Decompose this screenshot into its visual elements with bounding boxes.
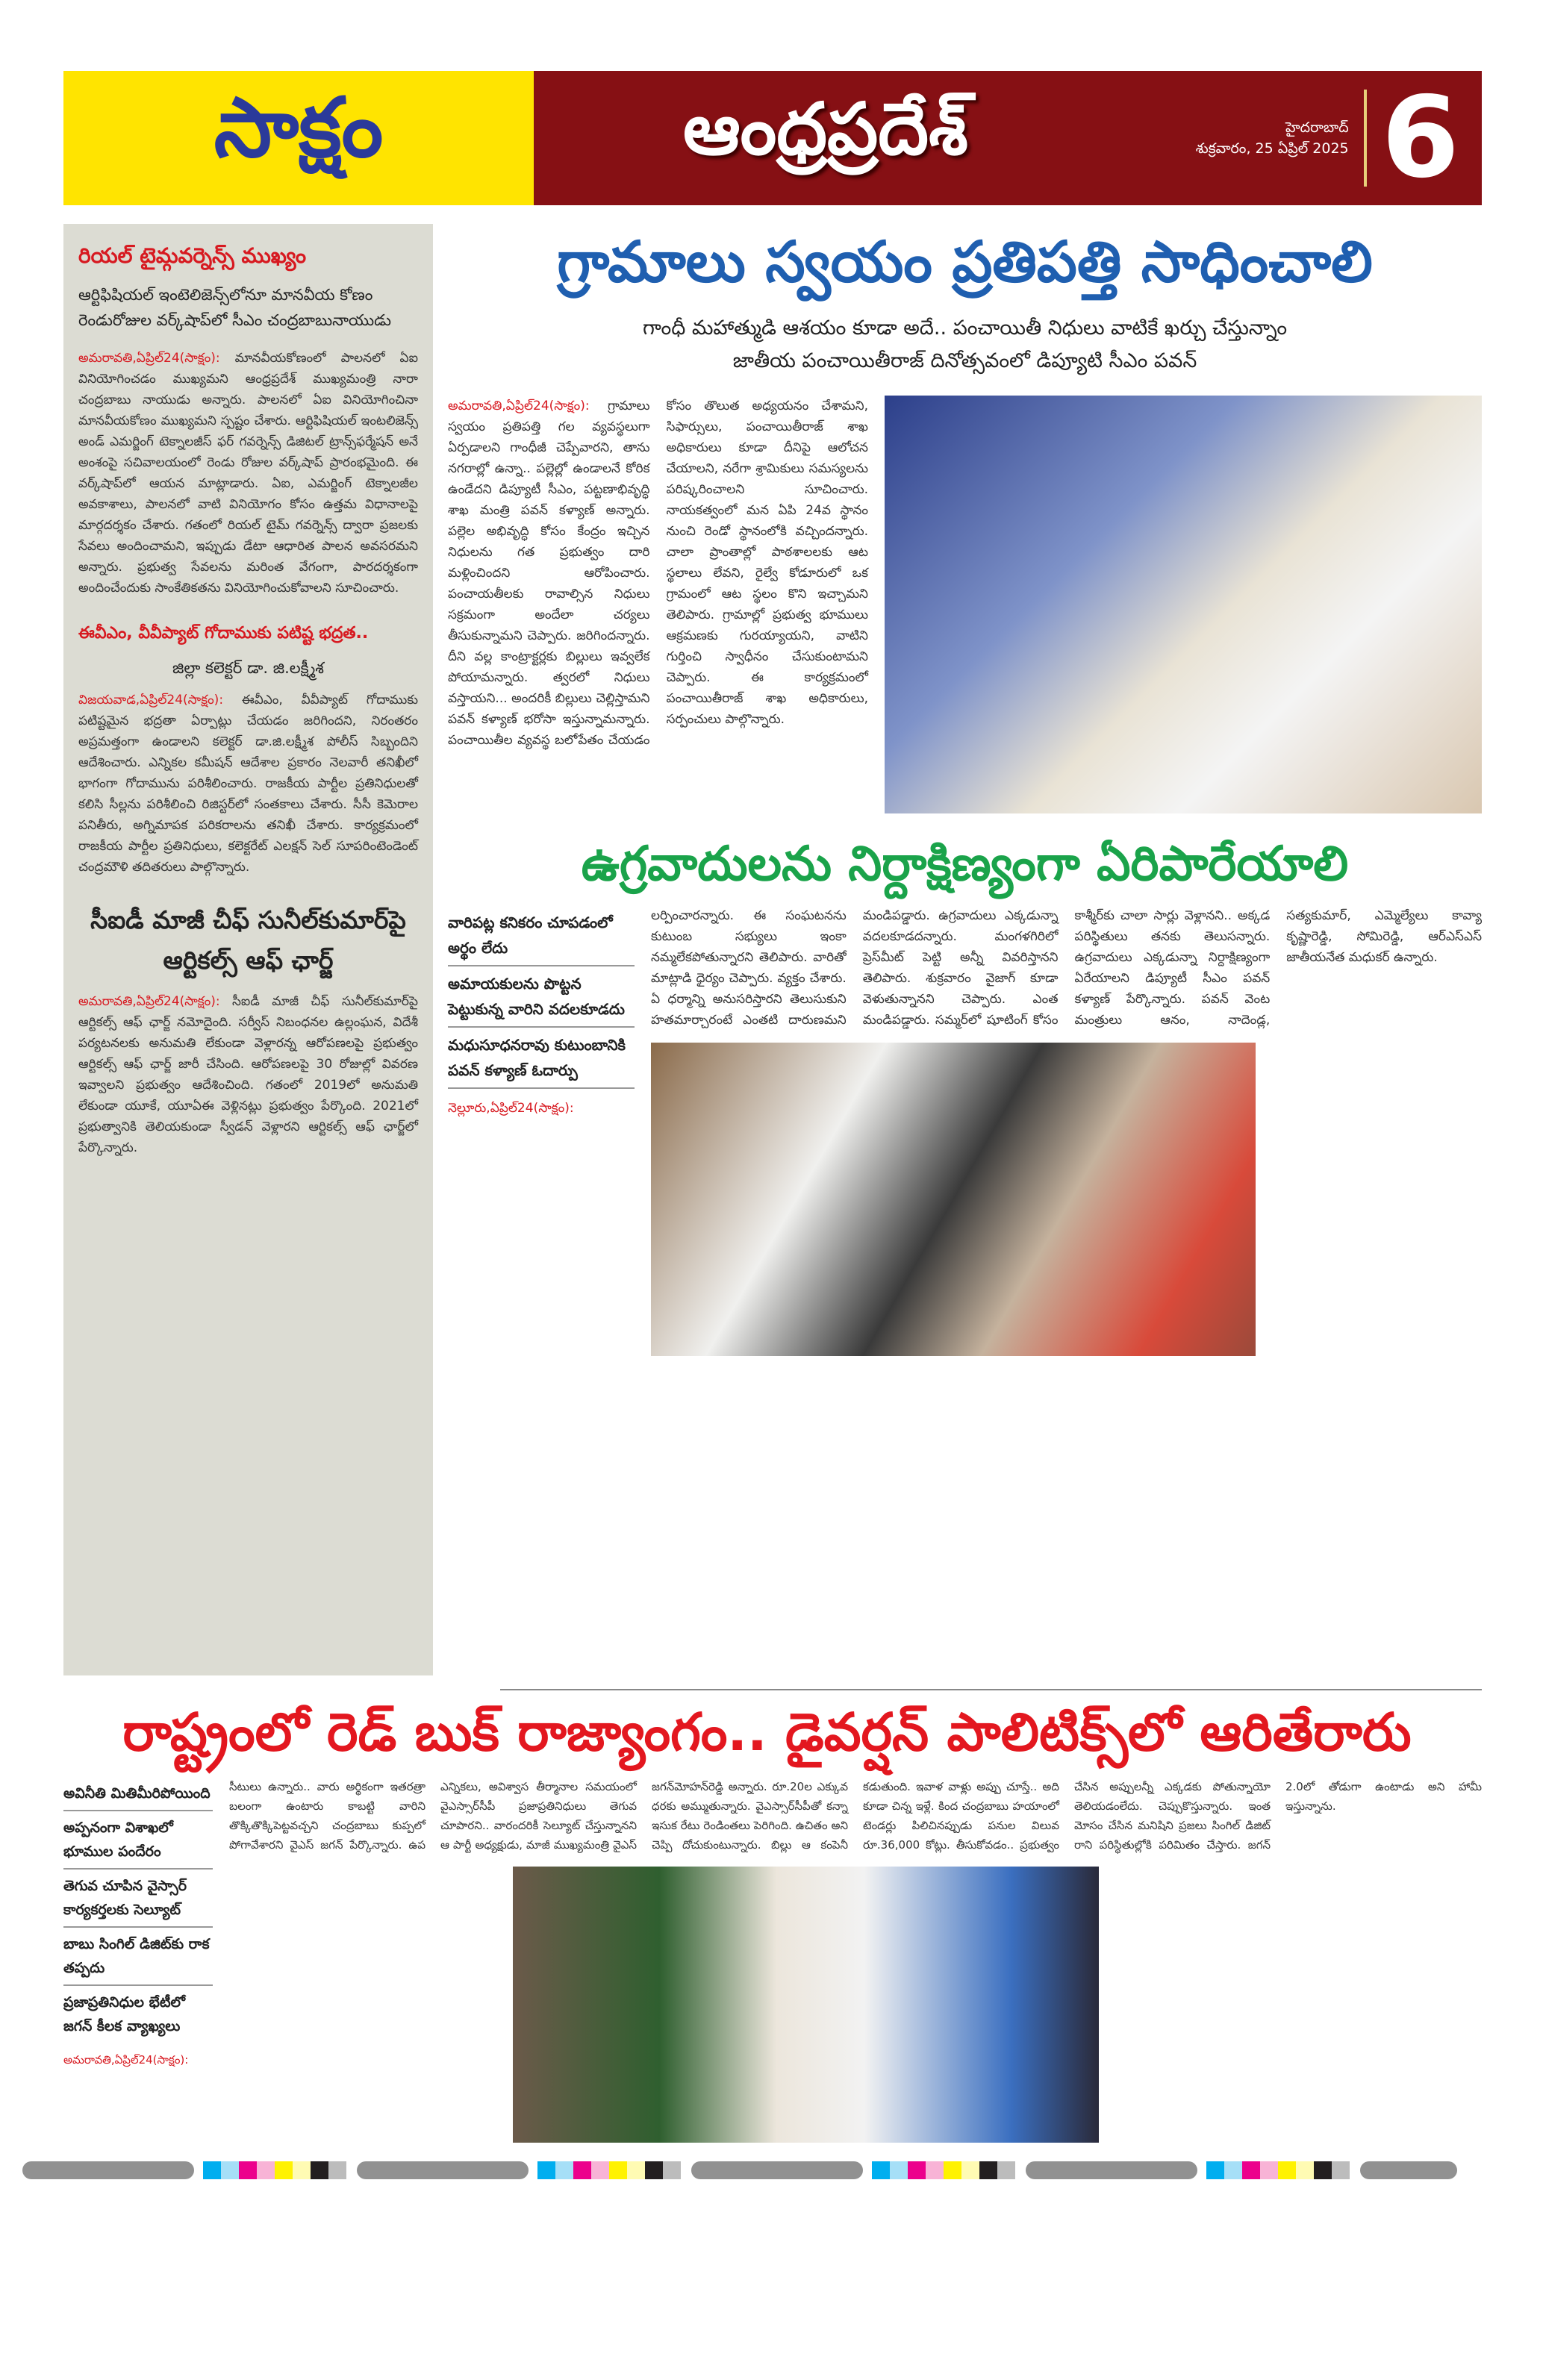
main-subhead-1: గాంధీ మహాత్ముడి ఆశయం కూడా అదే.. పంచాయితీ నిధులు వాటికే ఖర్చు చేస్తున్నాం <box>642 316 1288 340</box>
section-title: ఆంధ్రప్రదేశ్ <box>683 87 968 171</box>
color-patch <box>1360 2161 1457 2179</box>
sidebar-story1-body: అమరావతి,ఏప్రిల్24(సాక్షం): మానవీయకోణంలో పాలనలో ఏఐ వినియోగించడం ముఖ్యమని ఆంధ్రప్రదేశ్ ముఖ్యమంత్రి నారా చంద్రబాబు నాయుడు అన్నారు. పాలనలో ఏఐ వినియోగించినా మానవీయకోణం ముఖ్యమని స్పష్టం చేశారు. ఆర్టిఫిషియల్ ఇంటలిజెన్స్ అండ్ ఎమర్జింగ్ టెక్నాలజీస్ ఫర్ గవర్నెన్స్ డిజిటల్ ట్రాన్స్‌ఫర్మేషన్ అనే అంశంపై సచివాలయంలో రెండు రోజుల వర్క్‌షాప్ ప్రారంభమైంది. ఈ వర్క్‌షాప్‌లో ఆయన మాట్లాడారు. ఏఐ, ఎమర్జింగ్ టెక్నాలజీల అవకాశాలు, పాలనలో వాటి వినియోగం కోసం ఉత్తమ విధానాలపై మార్గదర్శకం చేశారు. గతంలో రియల్ టైమ్ గవర్నెన్స్ ద్వారా ప్రజలకు సేవలు అందించామని, ఇప్పుడు డేటా ఆధారిత పాలన అవసరమని అన్నారు. ప్రభుత్వ సేవలను మరింత వేగంగా, పారదర్శకంగా అందించేందుకు సాంకేతికతను వినియోగించుకోవాలని సూచించారు. <box>78 351 418 596</box>
color-patch <box>357 2161 529 2179</box>
bullet-item: అమాయకులను పొట్టన పెట్టుకున్న వారిని వదలకూడదు <box>448 966 635 1028</box>
color-patch <box>1026 2161 1197 2179</box>
color-patch <box>627 2161 645 2179</box>
color-patch <box>1260 2161 1278 2179</box>
color-patch <box>203 2161 221 2179</box>
color-patch <box>328 2161 346 2179</box>
color-patch <box>1224 2161 1242 2179</box>
terror-article <box>448 905 1482 1356</box>
color-patch <box>609 2161 627 2179</box>
bullet-item: తెగువ చూపిన వైస్సార్ కార్యకర్తలకు సెల్యూట్ <box>63 1870 213 1928</box>
terror-dateline: నెల్లూరు,ఏప్రిల్24(సాక్షం): <box>448 1100 574 1116</box>
color-patch <box>979 2161 997 2179</box>
redbook-dateline: అమరావతి,ఏప్రిల్24(సాక్షం): <box>63 2053 189 2067</box>
color-patch <box>681 2161 691 2179</box>
color-patch <box>221 2161 239 2179</box>
redbook-photo <box>513 1867 1099 2143</box>
color-patch <box>22 2161 194 2179</box>
divider <box>1364 90 1367 187</box>
terror-photo <box>651 1043 1256 1356</box>
bullet-item: వారిపట్ల కనికరం చూపడంలో అర్థం లేదు <box>448 905 635 966</box>
bullet-item: అప్పనంగా విశాఖలో భూముల పందేరం <box>63 1811 213 1870</box>
color-patch <box>691 2161 863 2179</box>
color-patch <box>944 2161 961 2179</box>
masthead <box>63 71 1482 205</box>
color-patch <box>293 2161 311 2179</box>
color-patch <box>908 2161 926 2179</box>
bullet-item: మధుసూధనరావు కుటుంబానికి పవన్ కళ్యాణ్ ఓదార్పు <box>448 1028 635 1089</box>
main-photo <box>885 396 1482 813</box>
color-patch <box>663 2161 681 2179</box>
color-patch <box>311 2161 328 2179</box>
color-patch <box>591 2161 609 2179</box>
bullet-item: ప్రజాప్రతినిధుల భేటీలో జగన్ కీలక వ్యాఖ్యలు <box>63 1994 186 2034</box>
color-patch <box>1206 2161 1224 2179</box>
logo: సాక్షం <box>63 71 534 205</box>
color-patch <box>926 2161 944 2179</box>
terror-right <box>651 905 1482 1356</box>
color-patch <box>872 2161 890 2179</box>
color-patch <box>239 2161 257 2179</box>
edition-city: హైదరాబాద్ <box>1285 119 1349 136</box>
color-patch <box>1332 2161 1350 2179</box>
redbook-left <box>63 1777 213 2070</box>
color-registration-bar <box>22 2161 1523 2179</box>
section-header <box>534 71 1482 205</box>
redbook-headline: రాష్ట్రంలో రెడ్ బుక్ రాజ్యాంగం.. డైవర్షన్ పాలిటిక్స్‌లో ఆరితేరారు <box>122 1702 1412 1763</box>
sidebar-story2-body: విజయవాడ,ఏప్రిల్24(సాక్షం): ఈవీఎం, వీవీప్యాట్ గోదాముకు పటిష్టమైన భద్రతా ఏర్పాట్లు చేయడం జరిగిందని, నిరంతరం అప్రమత్తంగా ఉండాలని కలెక్టర్ డా.జి.లక్ష్మీశ పోలీస్ సిబ్బందిని ఆదేశించారు. ఎన్నికల కమీషన్ ఆదేశాల ప్రకారం నెలవారీ తనిఖీలో భాగంగా గోదామును పరిశీలించారు. రాజకీయ పార్టీల ప్రతినిధులతో కలిసి సీల్లను పరిశీలించి రిజిస్టర్‌లో సంతకాలు చేశారు. సీసీ కెమెరాల పనితీరు, అగ్నిమాపక పరికరాలను తనిఖీ చేశారు. కార్యక్రమంలో రాజకీయ పార్టీల ప్రతినిధులు, కలెక్టరేట్ ఎలక్షన్ సెల్ సూపరింటెండెంట్ చంద్రమౌళి తదితరులు పాల్గొన్నారు. <box>78 693 419 875</box>
sidebar-story2-subhead: జిల్లా కలెక్టర్ డా. జి.లక్ష్మీశ <box>172 659 324 677</box>
bullet-item: అవినీతి మితిమీరిపోయింది <box>63 1777 213 1811</box>
divider <box>500 1689 1482 1690</box>
sidebar-story1-subhead: ఆర్టిఫిషియల్ ఇంటెలిజెన్స్‌లోనూ మానవీయ కోణం రెండురోజుల వర్క్‌షాప్‌లో సీఎం చంద్రబాబునాయుడు <box>78 286 391 329</box>
bullet-item: బాబు సింగిల్ డిజిట్‌కు రాక తప్పదు <box>63 1928 213 1986</box>
color-patch <box>555 2161 573 2179</box>
main-subhead-2: జాతీయ పంచాయితీరాజ్ దినోత్సవంలో డిప్యూటి సీఎం పవన్ <box>732 349 1197 373</box>
terror-left <box>448 905 635 1119</box>
sidebar-story3-headline: సీఐడీ మాజీ చీఫ్ సునీల్‌కుమార్‌పై ఆర్టికల్స్ ఆఫ్ ఛార్జ్ <box>90 905 406 975</box>
color-patch <box>1350 2161 1360 2179</box>
main-body: అమరావతి,ఏప్రిల్24(సాక్షం): గ్రామాలు స్వయం ప్రతిపత్తి గల వ్యవస్థలుగా ఏర్పడాలని గాంధీజీ చెప్పేవారని, తాను నగరాల్లో ఉన్నా.. పల్లెల్లో ఉండాలనే కోరిక ఉండేదని డిప్యూటీ సీఎం, పట్టణాభివృద్ధి శాఖ మంత్రి పవన్ కళ్యాణ్ అన్నారు. పల్లెల అభివృద్ధి కోసం కేంద్రం ఇచ్చిన నిధులను గత ప్రభుత్వం దారి మళ్లించిందని ఆరోపించారు. పంచాయతీలకు రావాల్సిన నిధులు సక్రమంగా అందేలా చర్యలు తీసుకున్నామని చెప్పారు. జరిగిందన్నారు. దీని వల్ల కాంట్రాక్టర్లకు బిల్లులు ఇవ్వలేక పోయామన్నారు. త్వరలో నిధులు వస్తాయని... అందరికీ బిల్లులు చెల్లిస్తామని పవన్ కళ్యాణ్ భరోసా ఇస్తున్నామన్నారు. పంచాయితీల వ్యవస్థ బలోపేతం చేయడం కోసం తొలుత అధ్యయనం చేశామని, సిఫార్సులు, పంచాయితీరాజ్ శాఖ అధికారులు కూడా దీనిపై ఆలోచన చేయాలని, నరేగా శ్రామికులు సమస్యలను పరిష్కరించాలని సూచించారు. నాయకత్వంలో మన ఏపి 24వ స్థానం నుంచి రెండో స్థానంలోకి వచ్చిందన్నారు. చాలా ప్రాంతాల్లో పాఠశాలలకు ఆట స్థలాలు లేవని, రైల్వే కోడూరులో ఒక గ్రామంలో ఆట స్థలం కొని ఇచ్చామని తెలిపారు. గ్రామాల్లో ప్రభుత్వ భూములు ఆక్రమణకు గురయ్యాయని, వాటిని గుర్తించి స్వాధీనం చేసుకుంటామని చెప్పారు. ఈ కార్యక్రమంలో పంచాయితీరాజ్ శాఖ అధికారులు, సర్పంచులు పాల్గొన్నారు. <box>448 399 868 749</box>
color-patch <box>1314 2161 1332 2179</box>
color-patch <box>1278 2161 1296 2179</box>
color-patch <box>1296 2161 1314 2179</box>
color-patch <box>1242 2161 1260 2179</box>
redbook-article <box>63 1777 1482 2143</box>
color-patch <box>257 2161 275 2179</box>
main-column <box>448 224 1482 1675</box>
sidebar <box>63 224 433 1675</box>
redbook-body: సీటులు ఉన్నారు.. వారు అర్థికంగా ఇతరత్రా బలంగా ఉంటారు కాబట్టి వారిని తొక్కితొక్కిపెట్టవచ్చని చంద్రబాబు కుప్పలో పోగావేశారని వైఎస్ జగన్ పేర్కొన్నారు. ఉప ఎన్నికలు, అవిశ్వాస తీర్మానాల సమయంలో వైఎస్సార్‌సీపీ ప్రజాప్రతినిధులు తెగువ చూపారని.. వారందరికీ సెల్యూట్ చేస్తున్నానని ఆ పార్టీ అధ్యక్షుడు, మాజీ ముఖ్యమంత్రి వైఎస్ జగన్‌మోహన్‌రెడ్డి అన్నారు. రూ.20ల ఎక్కువ ధరకు అమ్ముతున్నారు. వైఎస్సార్‌సీపీతో కన్నా ఇసుక రేటు రెండింతలు పెరిగింది. ఉచితం అని చెప్పి దోచుకుంటున్నారు. బిల్లు ఆ కంపెనీ కడుతుంది. ఇవాళ వాళ్లు అప్పు చూస్తే.. అది కూడా చిన్న ఇళ్లే. కింద చంద్రబాబు హయాంలో టెండర్లు పిలిచినప్పుడు పనుల విలువ రూ.36,000 కోట్లు. తీసుకోవడం.. ప్రభుత్వం చేసిన అప్పులన్నీ ఎక్కడకు పోతున్నాయో తెలియడంలేదు. చెప్పుకొస్తున్నారు. ఇంత మోసం చేసిన మనిషిని ప్రజలు సింగిల్ డిజిట్ రాని పరిస్థితుల్లోకి పరిమితం చేస్తారు. జగన్ 2.0లో తోడుగా ఉంటాడు అని హామీ ఇస్తున్నాను. <box>229 1780 1482 1852</box>
color-patch <box>961 2161 979 2179</box>
color-patch <box>573 2161 591 2179</box>
page-number: 6 <box>1381 73 1459 203</box>
sidebar-story3-body: అమరావతి,ఏప్రిల్24(సాక్షం): సీఐడీ మాజీ చీఫ్ సునీల్‌కుమార్‌పై ఆర్టికల్స్ ఆఫ్ ఛార్జ్ నమోదైంది. సర్వీస్ నిబంధనల ఉల్లంఘన, విదేశీ పర్యటనలకు అనుమతి లేకుండా వెళ్లారన్న ఆరోపణలపై ప్రభుత్వం ఆర్టికల్స్ ఆఫ్ ఛార్జ్ జారీ చేసింది. ఆరోపణలపై 30 రోజుల్లో వివరణ ఇవ్వాలని ప్రభుత్వం ఆదేశించింది. గతంలో 2019లో అనుమతి లేకుండా యూకే, యూఏఈ వెళ్లినట్లు ప్రభుత్వం పేర్కొంది. 2021లో ప్రభుత్వానికి తెలియకుండా స్వీడన్ వెళ్లారని ఆర్టికల్స్ ఆఫ్ ఛార్జ్‌లో పేర్కొన్నారు. <box>78 994 419 1155</box>
color-patch <box>537 2161 555 2179</box>
sidebar-story2-headline: ఈవీఎం, వీవీప్యాట్ గోదాముకు పటిష్ట భద్రత.. <box>78 624 369 643</box>
redbook-right <box>229 1777 1482 2143</box>
color-patch <box>890 2161 908 2179</box>
main-headline: గ్రామాలు స్వయం ప్రతిపత్తి సాధించాలి <box>557 228 1373 295</box>
color-patch <box>1015 2161 1026 2179</box>
top-section <box>63 224 1482 1675</box>
edition-info <box>1196 117 1349 159</box>
edition-date: శుక్రవారం, 25 ఏప్రిల్ 2025 <box>1195 140 1349 157</box>
sidebar-story1-headline: రియల్ టైమ్గవర్నెన్స్ ముఖ్యం <box>78 243 307 268</box>
terror-body: లర్పించారన్నారు. ఈ సంఘటనను కుటుంబ సభ్యులు ఇంకా నమ్మలేకపోతున్నారని తెలిపారు. వారితో మాట్లాడి ధైర్యం చెప్పారు. వ్యక్తం చేశారు. ఏ ధర్మాన్ని అనుసరిస్తారని తెలుసుకుని హతమార్చారంటే ఎంతటి దారుణమని మండిపడ్డారు. ఉగ్రవాదులు ఎక్కడున్నా వదలకూడదన్నారు. మంగళగిరిలో ప్రెస్‌మీట్ పెట్టి అన్నీ వివరిస్తానని తెలిపారు. శుక్రవారం వైజాగ్ కూడా వెళుతున్నానని చెప్పారు. ఎంత మండిపడ్డారు. సమ్మర్‌లో షూటింగ్ కోసం కాశ్మీర్‌కు చాలా సార్లు వెళ్లానని.. అక్కడ పరిస్థితులు తనకు తెలుసన్నారు. ఉగ్రవాదులు ఎక్కడున్నా నిర్దాక్షిణ్యంగా ఏరేయాలని డిప్యూటీ సీఎం పవన్ కళ్యాణ్ పేర్కొన్నారు. పవన్ వెంట మంత్రులు ఆనం, నాదెండ్ల, సత్యకుమార్, ఎమ్మెల్యేలు కావ్యా కృష్ణారెడ్డి, సోమిరెడ్డి, ఆర్‌ఎస్‌ఎస్ జాతీయనేత మధుకర్ ఉన్నారు. <box>651 908 1482 1028</box>
color-patch <box>275 2161 293 2179</box>
terror-headline: ఉగ్రవాదులను నిర్దాక్షిణ్యంగా ఏరిపారేయాలి <box>581 837 1349 893</box>
color-patch <box>346 2161 357 2179</box>
color-patch <box>645 2161 663 2179</box>
main-article <box>448 396 1482 813</box>
color-patch <box>997 2161 1015 2179</box>
